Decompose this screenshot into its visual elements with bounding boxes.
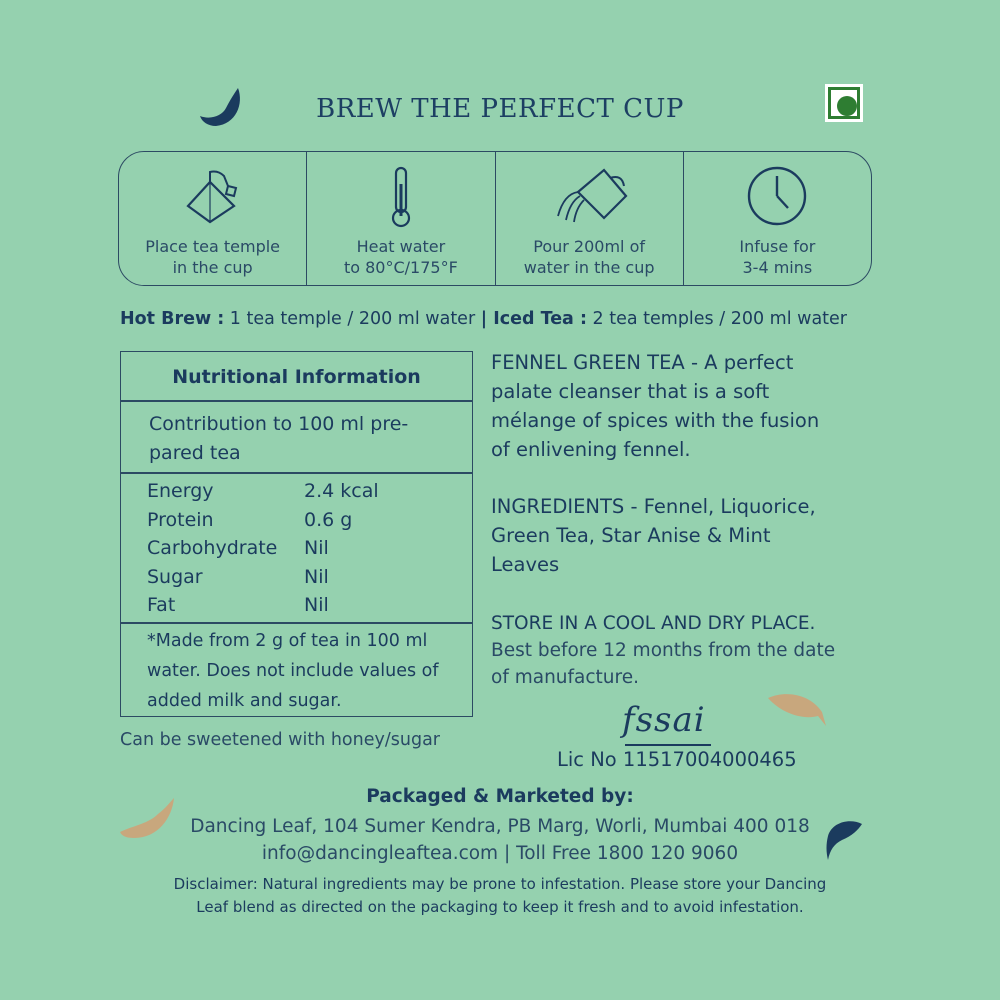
nutrition-footnote: *Made from 2 g of tea in 100 ml water. Does not include values of added milk and sugar. — [147, 631, 439, 711]
iced-tea-value: 2 tea temples / 200 ml water — [586, 309, 847, 329]
license-number: Lic No 11517004000465 — [557, 748, 797, 771]
best-before-cont: of manufacture. — [491, 667, 639, 688]
vegetarian-mark-icon — [825, 84, 863, 122]
step-label: Pour 200ml of — [533, 237, 645, 256]
contact-info: info@dancingleaftea.com | Toll Free 1800 120 9060 — [261, 843, 739, 864]
nutrition-row: Protein 0.6 g — [147, 508, 353, 531]
step-pour-water — [496, 152, 684, 285]
hot-brew-value: 1 tea temple / 200 ml water — [224, 309, 481, 329]
iced-tea-label: Iced Tea : — [487, 309, 587, 329]
clock-icon — [744, 164, 810, 230]
ingredients-text: INGREDIENTS - Fennel, Liquorice, Green Tea, Star Anise & Mint Leaves — [491, 495, 816, 576]
step-label: Place tea temple — [145, 237, 281, 256]
disclaimer: Disclaimer: Natural ingredients may be prone to infestation. Please store your Dancing Leaf blend as directed on the packaging to keep it fresh and to avoid infestation. — [173, 875, 827, 916]
fssai-logo: fssai — [622, 700, 706, 740]
packaged-by-heading: Packaged & Marketed by: — [366, 786, 634, 807]
step-place-tea — [119, 152, 307, 285]
product-description — [491, 348, 881, 607]
step-label: in the cup — [172, 258, 253, 277]
nutrition-row: Fat Nil — [147, 594, 329, 616]
hot-brew-label: Hot Brew : — [120, 309, 225, 329]
leaf-icon — [766, 690, 828, 730]
nutrition-table — [120, 351, 473, 717]
brew-ratio — [120, 309, 847, 329]
thermometer-icon — [381, 164, 421, 230]
nutrition-row: Sugar Nil — [147, 565, 329, 588]
tea-temple-icon — [178, 164, 248, 230]
best-before: Best before 12 months from the date — [491, 640, 836, 661]
storage-info — [491, 610, 881, 691]
nutrition-heading: Nutritional Information — [121, 352, 472, 402]
nutrition-contribution: Contribution to 100 ml pre- pared tea — [121, 402, 472, 474]
nutrition-row: Carbohydrate Nil — [147, 537, 329, 559]
nutrition-row: Energy 2.4 kcal — [147, 480, 379, 502]
step-heat-water — [307, 152, 495, 285]
step-label: 3-4 mins — [742, 258, 813, 277]
brew-steps — [118, 151, 872, 286]
step-label: water in the cup — [523, 258, 655, 277]
step-label: to 80°C/175°F — [343, 258, 458, 277]
storage-heading: STORE IN A COOL AND DRY PLACE. — [491, 613, 816, 634]
fssai-underline — [625, 744, 711, 746]
company-address: Dancing Leaf, 104 Sumer Kendra, PB Marg, Worli, Mumbai 400 018 info@dancingleaftea.com | Toll Free 1800 120 9060 — [190, 816, 810, 864]
step-label: Heat water — [356, 237, 446, 256]
step-infuse — [684, 152, 871, 285]
page-title: BREW THE PERFECT CUP — [316, 94, 684, 124]
nutrition-rows — [121, 474, 472, 624]
description-text: FENNEL GREEN TEA - A perfect palate cleanser that is a soft mélange of spices with the fusion of enlivening fennel. — [491, 351, 820, 461]
sweetening-note: Can be sweetened with honey/sugar — [120, 730, 440, 750]
brew-separator: | — [480, 309, 488, 329]
kettle-pour-icon — [544, 164, 634, 230]
step-label: Infuse for — [739, 237, 816, 256]
